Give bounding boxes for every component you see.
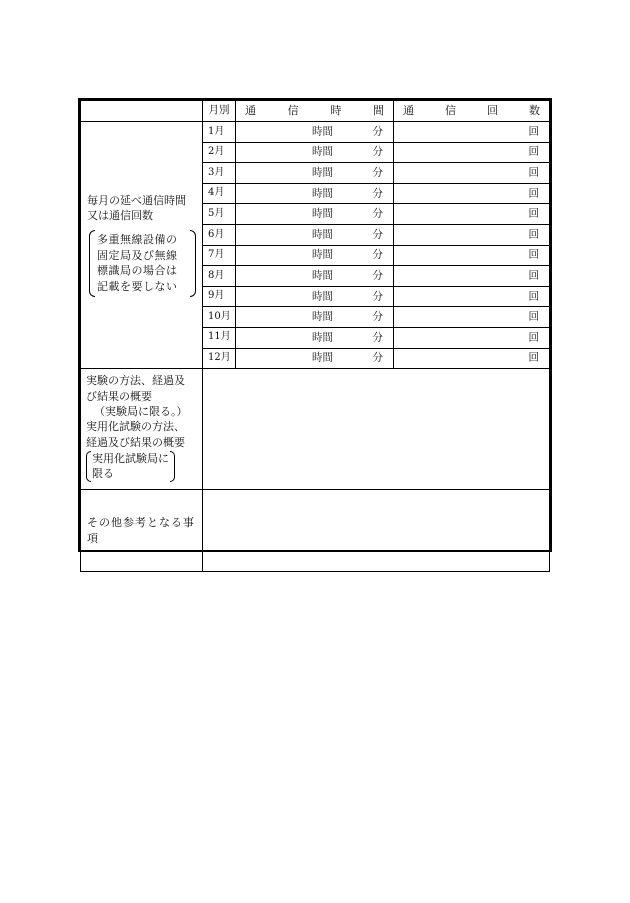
header-row — [81, 101, 550, 122]
month-label: 6月 — [203, 224, 236, 245]
other-label-cell — [81, 490, 203, 572]
header-count-char: 信 — [445, 104, 456, 118]
month-label: 10月 — [203, 307, 236, 328]
minutes-unit: 分 — [372, 166, 383, 179]
count-input-cell[interactable] — [394, 183, 550, 204]
other-row — [81, 490, 550, 572]
header-time-char: 時 — [330, 104, 342, 118]
minutes-unit: 分 — [372, 187, 383, 200]
report-table — [80, 100, 550, 572]
time-input-cell[interactable] — [236, 163, 394, 184]
experiment-note-line: 限る — [92, 467, 114, 481]
experiment-label-line: 実験の方法、経過及 — [86, 374, 185, 388]
count-input-cell[interactable] — [394, 327, 550, 348]
time-input-cell[interactable] — [236, 307, 394, 328]
hours-unit: 時間 — [312, 289, 333, 302]
minutes-unit: 分 — [372, 351, 383, 364]
count-input-cell[interactable] — [394, 286, 550, 307]
time-input-cell[interactable] — [236, 348, 394, 369]
experiment-input-area[interactable] — [203, 369, 550, 490]
times-unit: 回 — [528, 207, 539, 220]
experiment-row — [81, 369, 550, 490]
month-label: 9月 — [203, 286, 236, 307]
month-row — [81, 122, 550, 143]
header-count — [394, 101, 550, 122]
month-label: 1月 — [203, 122, 236, 143]
month-label: 3月 — [203, 163, 236, 184]
times-unit: 回 — [528, 269, 539, 282]
monthly-note-line: 多重無線設備の — [97, 232, 178, 246]
hours-unit: 時間 — [312, 331, 333, 344]
monthly-label-line: 毎月の延べ通信時間 — [87, 193, 186, 207]
experiment-label-line: 経過及び結果の概要 — [86, 435, 185, 449]
other-input-area[interactable] — [203, 490, 550, 572]
monthly-label-cell — [81, 122, 203, 369]
month-label: 2月 — [203, 142, 236, 163]
month-label: 8月 — [203, 266, 236, 287]
times-unit: 回 — [528, 187, 539, 200]
time-input-cell[interactable] — [236, 142, 394, 163]
experiment-label-line: （実験局に限る。） — [94, 404, 188, 418]
minutes-unit: 分 — [372, 125, 383, 138]
count-input-cell[interactable] — [394, 224, 550, 245]
experiment-note — [86, 451, 175, 482]
time-input-cell[interactable] — [236, 245, 394, 266]
minutes-unit: 分 — [372, 331, 383, 344]
minutes-unit: 分 — [372, 248, 383, 261]
time-input-cell[interactable] — [236, 122, 394, 143]
hours-unit: 時間 — [312, 310, 333, 323]
count-input-cell[interactable] — [394, 348, 550, 369]
time-input-cell[interactable] — [236, 266, 394, 287]
monthly-note-line: 標識局の場合は — [97, 264, 178, 278]
month-label: 7月 — [203, 245, 236, 266]
header-time-char: 信 — [287, 104, 299, 118]
hours-unit: 時間 — [312, 351, 333, 364]
time-input-cell[interactable] — [236, 286, 394, 307]
times-unit: 回 — [528, 228, 539, 241]
count-input-cell[interactable] — [394, 245, 550, 266]
minutes-unit: 分 — [372, 289, 383, 302]
header-time — [236, 101, 394, 122]
times-unit: 回 — [528, 125, 539, 138]
count-input-cell[interactable] — [394, 142, 550, 163]
hours-unit: 時間 — [312, 207, 333, 220]
count-input-cell[interactable] — [394, 163, 550, 184]
times-unit: 回 — [528, 289, 539, 302]
times-unit: 回 — [528, 166, 539, 179]
times-unit: 回 — [528, 145, 539, 158]
monthly-note-line: 記載を要しない — [97, 280, 178, 294]
count-input-cell[interactable] — [394, 122, 550, 143]
header-blank-cell — [81, 101, 203, 122]
time-input-cell[interactable] — [236, 183, 394, 204]
experiment-label-line: 実用化試験の方法、 — [86, 420, 185, 434]
header-time-char: 間 — [372, 104, 384, 118]
minutes-unit: 分 — [372, 310, 383, 323]
minutes-unit: 分 — [372, 228, 383, 241]
minutes-unit: 分 — [372, 207, 383, 220]
other-label-line: 項 — [87, 531, 99, 545]
hours-unit: 時間 — [312, 145, 333, 158]
hours-unit: 時間 — [312, 248, 333, 261]
hours-unit: 時間 — [312, 125, 333, 138]
monthly-note-line: 固定局及び無線 — [97, 248, 178, 262]
experiment-note-line: 実用化試験局に — [92, 452, 169, 466]
times-unit: 回 — [528, 248, 539, 261]
header-month: 月別 — [203, 101, 236, 122]
report-form — [78, 98, 552, 552]
experiment-label-cell — [81, 369, 203, 490]
other-label-line: その他参考となる事 — [87, 515, 195, 529]
month-label: 5月 — [203, 204, 236, 225]
minutes-unit: 分 — [372, 145, 383, 158]
hours-unit: 時間 — [312, 166, 333, 179]
monthly-note — [89, 230, 196, 298]
time-input-cell[interactable] — [236, 224, 394, 245]
experiment-label-line: び結果の概要 — [86, 389, 152, 403]
hours-unit: 時間 — [312, 269, 333, 282]
month-label: 4月 — [203, 183, 236, 204]
times-unit: 回 — [528, 351, 539, 364]
header-count-char: 数 — [529, 104, 540, 118]
count-input-cell[interactable] — [394, 204, 550, 225]
minutes-unit: 分 — [372, 269, 383, 282]
times-unit: 回 — [528, 331, 539, 344]
month-label: 11月 — [203, 327, 236, 348]
times-unit: 回 — [528, 310, 539, 323]
hours-unit: 時間 — [312, 228, 333, 241]
hours-unit: 時間 — [312, 187, 333, 200]
header-count-char: 通 — [403, 104, 414, 118]
header-count-char: 回 — [487, 104, 498, 118]
month-label: 12月 — [203, 348, 236, 369]
time-input-cell[interactable] — [236, 204, 394, 225]
header-time-char: 通 — [245, 104, 256, 118]
count-input-cell[interactable] — [394, 307, 550, 328]
monthly-label-line: 又は通信回数 — [87, 209, 153, 223]
count-input-cell[interactable] — [394, 266, 550, 287]
time-input-cell[interactable] — [236, 327, 394, 348]
